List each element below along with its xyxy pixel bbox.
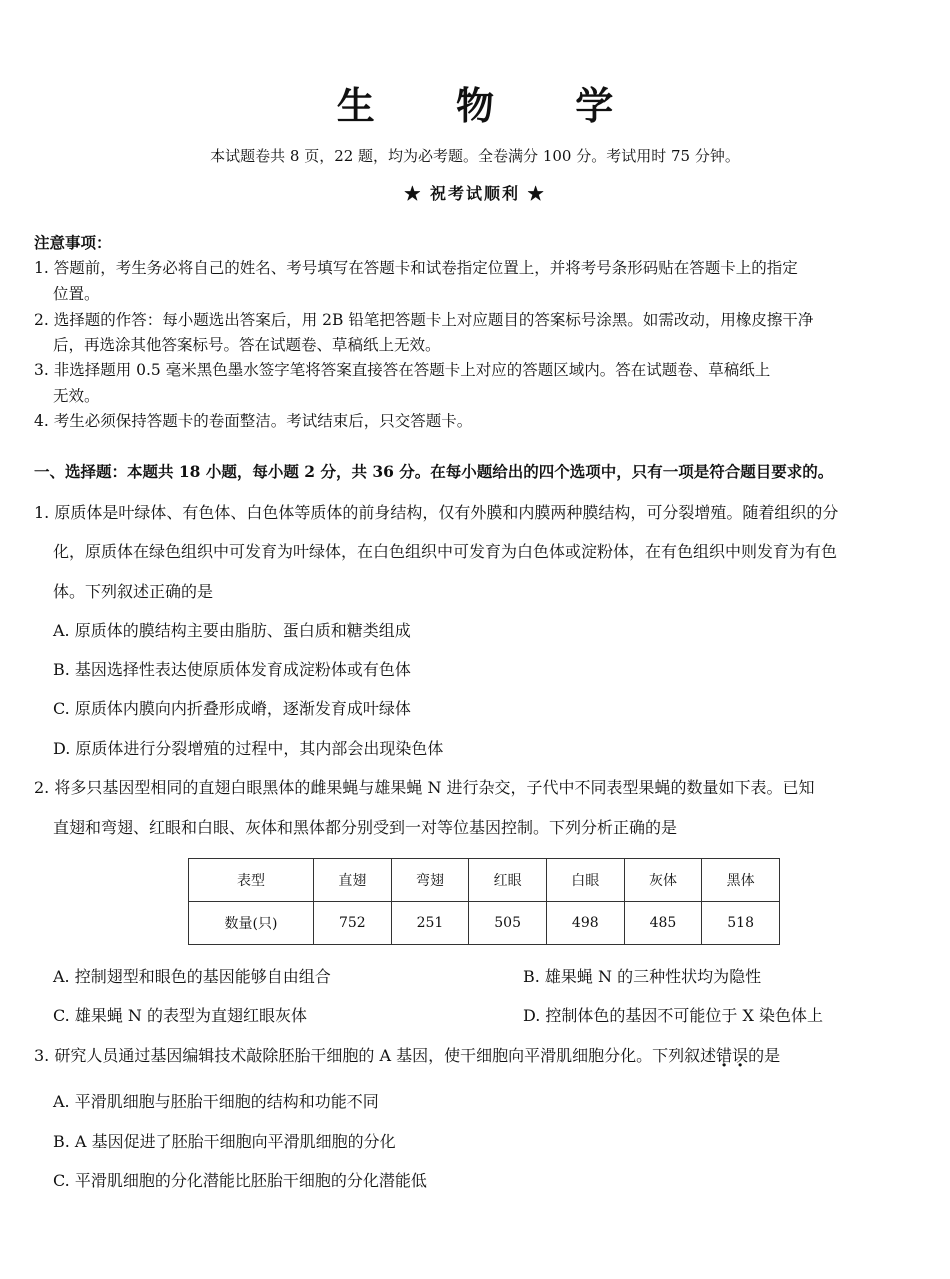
q1-option-b: B. 基因选择性表达使原质体发育成淀粉体或有色体 <box>53 660 411 679</box>
q1-stem-line1: 1. 原质体是叶绿体、有色体、白色体等质体的前身结构，仅有外膜和内膜两种膜结构，可分裂增殖。随着组织的分 <box>34 503 839 522</box>
table-cell: 251 <box>391 902 469 945</box>
q2-option-b: B. 雄果蝇 N 的三种性状均为隐性 <box>523 967 762 986</box>
q3-option-c: C. 平滑肌细胞的分化潜能比胚胎干细胞的分化潜能低 <box>53 1171 427 1190</box>
q3-option-b: B. A 基因促进了胚胎干细胞向平滑肌细胞的分化 <box>53 1132 396 1151</box>
note-3-line1: 3. 非选择题用 0.5 毫米黑色墨水签字笔将答案直接答在答题卡上对应的答题区域内。答在试题卷、草稿纸上 <box>34 361 771 379</box>
table-cell: 弯翅 <box>391 859 469 902</box>
note-1-line2: 位置。 <box>53 285 100 303</box>
q2-stem-line1: 2. 将多只基因型相同的直翅白眼黑体的雌果蝇与雄果蝇 N 进行杂交，子代中不同表型果蝇的数量如下表。已知 <box>34 778 815 797</box>
q2-option-c: C. 雄果蝇 N 的表型为直翅红眼灰体 <box>53 1006 308 1025</box>
table-cell: 498 <box>546 902 624 945</box>
table-cell: 红眼 <box>469 859 547 902</box>
table-cell: 752 <box>314 902 392 945</box>
q3-option-a: A. 平滑肌细胞与胚胎干细胞的结构和功能不同 <box>53 1092 379 1111</box>
note-4: 4. 考生必须保持答题卡的卷面整洁。考试结束后，只交答题卡。 <box>34 412 473 430</box>
notes-heading: 注意事项： <box>34 233 112 252</box>
q2-option-a: A. 控制翅型和眼色的基因能够自由组合 <box>53 967 331 986</box>
table-cell: 黑体 <box>702 859 780 902</box>
q1-option-a: A. 原质体的膜结构主要由脂肪、蛋白质和糖类组成 <box>53 621 411 640</box>
q1-option-c: C. 原质体内膜向内折叠形成嵴，逐渐发育成叶绿体 <box>53 699 411 718</box>
section-1-heading: 一、选择题：本题共 18 小题，每小题 2 分，共 36 分。在每小题给出的四个选项中，只有一项是符合题目要求的。 <box>34 462 834 481</box>
q3-emphasis-char-1: 错 <box>716 1046 733 1065</box>
note-3-line2: 无效。 <box>53 387 100 405</box>
table-cell: 505 <box>469 902 547 945</box>
table-cell: 518 <box>702 902 780 945</box>
table-cell: 485 <box>624 902 702 945</box>
q3-stem <box>34 1045 780 1067</box>
page-title: 生 物 学 <box>336 83 648 128</box>
q2-stem-line2: 直翅和弯翅、红眼和白眼、灰体和黑体都分别受到一对等位基因控制。下列分析正确的是 <box>53 818 678 837</box>
q1-option-d: D. 原质体进行分裂增殖的过程中，其内部会出现染色体 <box>53 739 444 758</box>
q3-emphasis-char-2: 误 <box>732 1046 749 1065</box>
table-cell: 白眼 <box>546 859 624 902</box>
note-2-line2: 后，再选涂其他答案标号。答在试题卷、草稿纸上无效。 <box>53 336 441 354</box>
table-cell: 数量(只) <box>189 902 314 945</box>
note-1-line1: 1. 答题前，考生务必将自己的姓名、考号填写在答题卡和试卷指定位置上，并将考号条形码贴在答题卡上的指定 <box>34 259 798 277</box>
good-luck-banner: ★ 祝考试顺利 ★ <box>404 184 546 203</box>
note-2-line1: 2. 选择题的作答：每小题选出答案后，用 2B 铅笔把答题卡上对应题目的答案标号涂黑。如需改动，用橡皮擦干净 <box>34 311 814 329</box>
exam-info: 本试题卷共 8 页，22 题，均为必考题。全卷满分 100 分。考试用时 75 分钟。 <box>210 147 740 165</box>
q1-stem-line3: 体。下列叙述正确的是 <box>53 582 214 601</box>
phenotype-table <box>188 858 780 945</box>
table-cell: 灰体 <box>624 859 702 902</box>
table-cell: 直翅 <box>314 859 392 902</box>
table-row <box>189 902 780 945</box>
table-cell: 表型 <box>189 859 314 902</box>
q2-option-d: D. 控制体色的基因不可能位于 X 染色体上 <box>523 1006 823 1025</box>
q3-stem-prefix: 3. 研究人员通过基因编辑技术敲除胚胎干细胞的 A 基因，使干细胞向平滑肌细胞分化。下列叙述 <box>34 1046 717 1065</box>
q1-stem-line2: 化，原质体在绿色组织中可发育为叶绿体，在白色组织中可发育为白色体或淀粉体，在有色组织中则发育为有色 <box>53 542 838 561</box>
q3-stem-suffix: 的是 <box>748 1046 781 1065</box>
table-header-row <box>189 859 780 902</box>
